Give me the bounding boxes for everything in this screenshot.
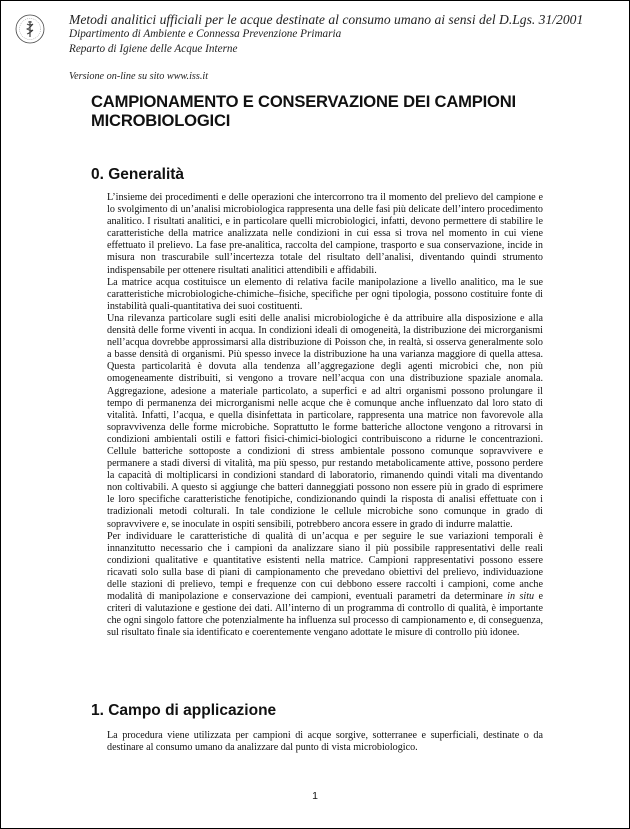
version-note: Versione on-line su sito www.iss.it (69, 71, 209, 82)
paragraph: Una rilevanza particolare sugli esiti delle analisi microbiologiche è da attribuire alla disposizione e alla densità delle forme viventi in acqua. In condizioni ideali di omogeneità, la distribuzione dei microrganismi nell’acqua dovrebbe approssimarsi alla distribuzione di Poisson che, in realtà, si osserva generalmente solo a basse densità di organismi. Più spesso invece la distribuzione ha una varianza maggiore di quella attesa. Questa particolarità è dovuta alla tendenza all’aggregazione degli agenti microbici che, non più omogeneamente distribuiti, si vengono a trovare nell’acqua con una distribuzione spaziale anomala. Aggregazione, adesione a materiale particolato, a superfici e ad altri organismi possono prolungare il tempo di permanenza dei microrganismi nelle acque che è comunque anche influenzato dal loro stato di vitalità. Infatti, l’acqua, e quella disinfettata in particolare, rappresenta una matrice non favorevole alla sopravvivenza delle forme microbiche. Soprattutto le forme batteriche alloctone vengono a ritrovarsi in condizioni ambientali ostili e fattori fisici-chimici-biologici contribuiscono a ridurne le concentrazioni. Cellule batteriche sottoposte a condizioni di stress ambientale possono comunque sopravvivere e permanere a stadi diversi di vitalità, ma più spesso, pur restando metabolicamente attive, possono perdere la capacità di moltiplicarsi in condizioni standard di laboratorio, rimanendo quindi vitali ma diventando non coltivabili. A questo si aggiunge che batteri danneggiati possono non essere più in grado di esprimere le loro specifiche caratteristiche fenotipiche, condizionando quindi la risposta di analisi effettuate con i tradizionali metodi colturali. In tale condizione le cellule microbiche sono comunque in grado di sopravvivere e, se inoculate in ospiti sensibili, potrebbero ancora essere in grado di indurre malattie. (107, 312, 543, 530)
document-header (69, 12, 621, 57)
section-0-body (107, 192, 543, 639)
paragraph: La procedura viene utilizzata per campioni di acque sorgive, sotterranee e superficiali, destinate o da destinare al consumo umano da analizzare dal punto di vista microbiologico. (107, 730, 543, 754)
header-department: Dipartimento di Ambiente e Connessa Prevenzione Primaria (69, 28, 342, 40)
section-1-heading: 1. Campo di applicazione (91, 702, 277, 719)
header-unit: Reparto di Igiene delle Acque Interne (69, 43, 238, 55)
iss-seal-icon (15, 14, 45, 44)
paragraph: L’insieme dei procedimenti e delle operazioni che intercorrono tra il momento del prelievo del campione e lo svolgimento di un’analisi microbiologica rappresenta una delle fasi più delicate dell’intero procedimento analitico. I risultati analitici, e in particolare quelli microbiologici, infatti, devono permettere di stabilire le caratteristiche della matrice analizzata nelle condizioni in cui essa si trova nel momento in cui viene effettuato il prelievo. La fase pre-analitica, raccolta del campione, trasporto e sua conservazione, incide in misura non trascurabile sull’incertezza totale del risultato dell’analisi, diventando quindi strumento indispensabile per ottenere risultati analitici attendibili e affidabili. (107, 192, 543, 276)
header-title: Metodi analitici ufficiali per le acque destinate al consumo umano ai sensi del D.Lgs. 31/2001 (69, 12, 584, 27)
section-1-body (107, 730, 543, 754)
page-number: 1 (312, 790, 318, 802)
section-0-heading: 0. Generalità (91, 166, 185, 183)
document-title: CAMPIONAMENTO E CONSERVAZIONE DEI CAMPIONI MICROBIOLOGICI (91, 92, 516, 130)
paragraph: Per individuare le caratteristiche di qualità di un’acqua e per seguire le sue variazioni temporali è innanzitutto necessario che i campioni da analizzare siano il più possibile rappresentativi delle reali condizioni qualitative e quantitative esistenti nella matrice. Campioni rappresentativi possono essere ricavati solo sulla base di piani di campionamento che prevedano obiettivi del prelievo, individuazione delle stazioni di prelievo, tempi e frequenze con cui debbono essere raccolti i campioni, come anche modalità di manipolazione e conservazione dei campioni, eventuali parametri da determinare in situ e criteri di valutazione e gestione dei dati. All’interno di un programma di controllo di qualità, è importante che ogni singolo fattore che potenzialmente ha influenza sul processo di campionamento e, di conseguenza, sul risultato finale sia identificato e coerentemente vengano adottate le misure di controllo più idonee. (107, 530, 543, 639)
paragraph: La matrice acqua costituisce un elemento di relativa facile manipolazione a livello analitico, ma le sue caratteristiche microbiologiche-chimiche–fisiche, specifiche per ogni tipologia, possono costituire fonte di instabilità quali-quantitativa dei suoi costituenti. (107, 276, 543, 312)
emphasis-text: in situ (507, 591, 535, 603)
